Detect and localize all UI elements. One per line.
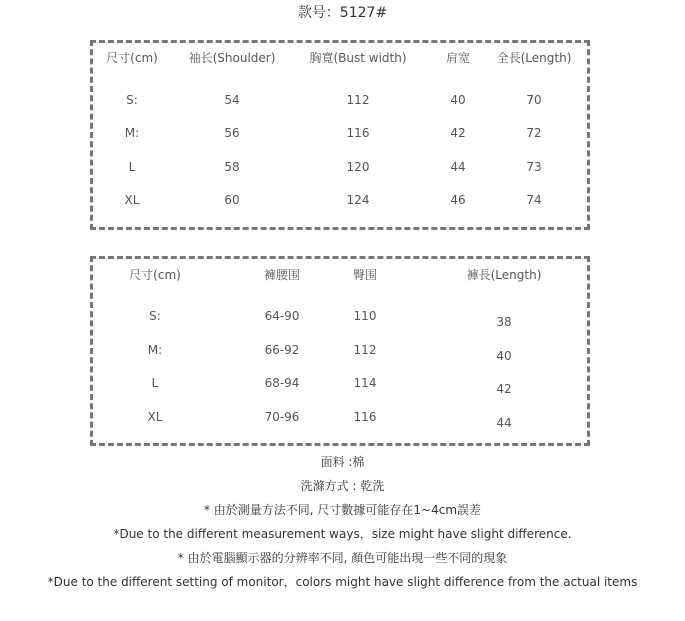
size-label: XL xyxy=(124,193,140,207)
sleeve-value: 58 xyxy=(224,160,240,174)
measurement-note-en: *Due to the different measurement ways，size might have slight difference. xyxy=(113,527,572,541)
header-length: 全長(Length) xyxy=(496,51,572,65)
length-value: 73 xyxy=(526,160,542,174)
waist-value: 64-90 xyxy=(264,309,300,323)
hip-value: 112 xyxy=(353,343,377,357)
pants-length-value: 42 xyxy=(496,382,512,396)
fabric-note: 面料 :棉 xyxy=(320,455,365,469)
header-pants-length: 褲長(Length) xyxy=(466,268,542,282)
sleeve-value: 56 xyxy=(224,126,240,140)
size-label: L xyxy=(128,160,136,174)
size-label: L xyxy=(151,376,159,390)
sleeve-value: 54 xyxy=(224,93,240,107)
size-label: XL xyxy=(147,410,163,424)
header-size: 尺寸(cm) xyxy=(129,268,181,282)
shoulder-value: 46 xyxy=(450,193,466,207)
bust-value: 124 xyxy=(346,193,370,207)
length-value: 74 xyxy=(526,193,542,207)
pants-length-value: 38 xyxy=(496,315,512,329)
header-sleeve: 袖长(Shoulder) xyxy=(188,51,276,65)
bust-value: 116 xyxy=(346,126,370,140)
measurement-note-cn: * 由於測量方法不同, 尺寸數據可能存在1~4cm誤差 xyxy=(203,503,482,517)
monitor-note-en: *Due to the different setting of monitor，colors might have slight difference from the actual items xyxy=(47,575,638,589)
size-label: S: xyxy=(126,93,138,107)
washing-note: 洗滌方式 : 乾洗 xyxy=(300,479,385,493)
waist-value: 66-92 xyxy=(264,343,300,357)
shoulder-value: 44 xyxy=(450,160,466,174)
header-waist: 褲腰围 xyxy=(263,268,301,282)
waist-value: 70-96 xyxy=(264,410,300,424)
bust-value: 120 xyxy=(346,160,370,174)
bust-value: 112 xyxy=(346,93,370,107)
pants-length-value: 40 xyxy=(496,349,512,363)
length-value: 72 xyxy=(526,126,542,140)
pants-length-value: 44 xyxy=(496,416,512,430)
hip-value: 116 xyxy=(353,410,377,424)
size-label: M: xyxy=(124,126,140,140)
size-label: S: xyxy=(149,309,161,323)
hip-value: 110 xyxy=(353,309,377,323)
bottom-size-table xyxy=(90,256,590,446)
waist-value: 68-94 xyxy=(264,376,300,390)
top-size-table xyxy=(90,40,590,230)
header-shoulder: 肩宽 xyxy=(445,51,471,65)
hip-value: 114 xyxy=(353,376,377,390)
product-code-title: 款号：5127# xyxy=(297,5,388,21)
sleeve-value: 60 xyxy=(224,193,240,207)
length-value: 70 xyxy=(526,93,542,107)
header-bust: 胸寬(Bust width) xyxy=(309,51,407,65)
shoulder-value: 40 xyxy=(450,93,466,107)
header-size: 尺寸(cm) xyxy=(106,51,158,65)
header-hip: 臀围 xyxy=(352,268,378,282)
monitor-note-cn: * 由於電腦顯示器的分辨率不同, 顏色可能出現一些不同的現象 xyxy=(177,551,508,565)
shoulder-value: 42 xyxy=(450,126,466,140)
size-label: M: xyxy=(147,343,163,357)
